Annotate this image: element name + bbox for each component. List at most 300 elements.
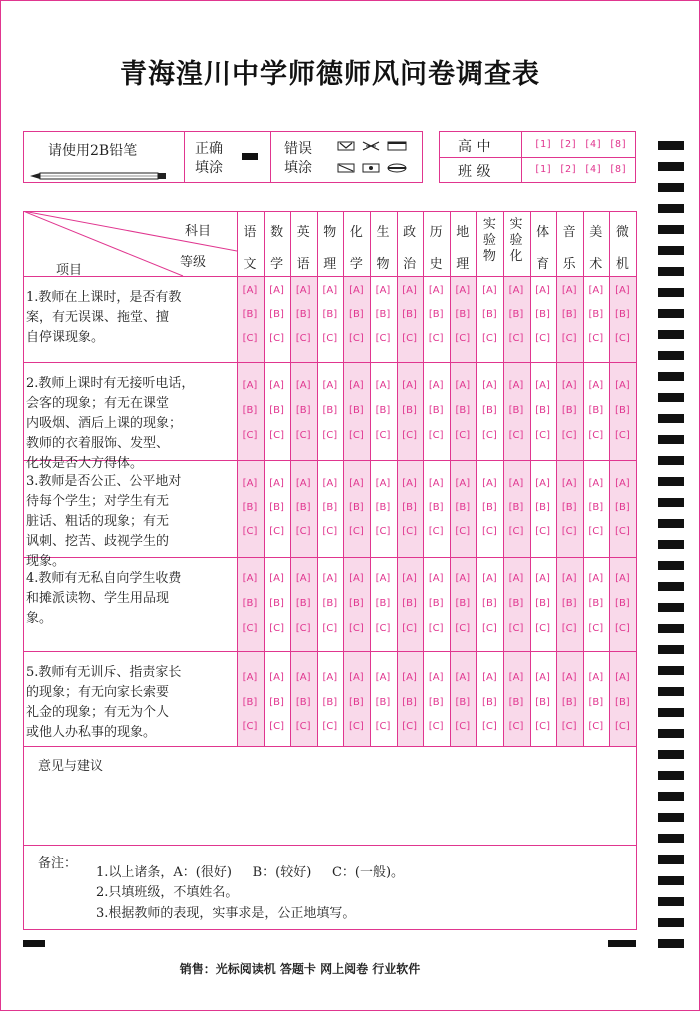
subject-header: 科目	[185, 224, 212, 239]
answer-bubble[interactable]: [A]	[375, 573, 391, 584]
answer-bubble[interactable]: [C]	[455, 333, 471, 344]
answer-bubble[interactable]: [C]	[455, 623, 471, 634]
answer-bubble[interactable]: [C]	[428, 333, 444, 344]
answer-bubble[interactable]: [C]	[348, 721, 364, 732]
answer-bubble[interactable]: [A]	[269, 672, 284, 683]
answer-bubble[interactable]: [A]	[349, 285, 364, 296]
subject-char: 地	[456, 225, 470, 240]
timing-mark	[658, 708, 684, 717]
answer-bubble[interactable]: [A]	[402, 573, 417, 584]
answer-bubble[interactable]: [B]	[295, 598, 311, 609]
answer-bubble[interactable]: [A]	[482, 285, 497, 296]
answer-bubble[interactable]: [B]	[375, 697, 391, 708]
answer-bubble[interactable]: [B]	[615, 309, 630, 320]
item-header: 项目	[56, 263, 83, 278]
subject-header-7	[423, 217, 449, 281]
answer-bubble[interactable]: [B]	[242, 309, 258, 320]
answer-bubble[interactable]: [B]	[615, 697, 630, 708]
pencil-instruction: 请使用2B铅笔	[48, 143, 138, 159]
answer-bubble[interactable]: [C]	[508, 430, 524, 441]
answer-bubble[interactable]: [B]	[375, 598, 391, 609]
answer-bubble[interactable]: [C]	[561, 721, 577, 732]
answer-bubble[interactable]: [A]	[428, 672, 444, 683]
answer-bubble[interactable]: [A]	[588, 285, 604, 296]
row-line	[23, 746, 637, 747]
answer-bubble[interactable]: [A]	[349, 672, 364, 683]
answer-bubble[interactable]: [C]	[535, 526, 550, 537]
answer-bubble[interactable]: [C]	[614, 526, 630, 537]
subject-header-13	[583, 217, 609, 281]
answer-bubble[interactable]: [B]	[615, 405, 630, 416]
timing-mark	[658, 372, 684, 381]
answer-bubble[interactable]: [A]	[615, 573, 630, 584]
answer-bubble[interactable]: [A]	[615, 285, 630, 296]
answer-bubble[interactable]: [B]	[295, 405, 311, 416]
answer-bubble[interactable]: [C]	[561, 623, 577, 634]
subject-char: 学	[270, 257, 284, 272]
answer-bubble[interactable]: [A]	[322, 573, 338, 584]
answer-bubble[interactable]: [A]	[508, 573, 524, 584]
subject-header-6	[397, 217, 423, 281]
answer-bubble[interactable]: [A]	[269, 478, 284, 489]
answer-bubble[interactable]: [A]	[561, 478, 577, 489]
answer-bubble[interactable]: [C]	[322, 526, 338, 537]
answer-bubble[interactable]: [B]	[588, 309, 604, 320]
subject-char: 数	[270, 225, 284, 240]
subject-char: 史	[429, 257, 443, 272]
answer-bubble[interactable]: [C]	[348, 430, 364, 441]
timing-mark	[658, 477, 684, 486]
answer-bubble[interactable]: [A]	[322, 478, 338, 489]
answer-bubble[interactable]: [B]	[295, 309, 311, 320]
answer-bubble[interactable]: [C]	[322, 333, 338, 344]
answer-bubble[interactable]: [A]	[482, 380, 497, 391]
answer-bubble[interactable]: [C]	[535, 430, 550, 441]
answer-bubble[interactable]: [A]	[455, 672, 471, 683]
answer-bubble[interactable]: [C]	[428, 623, 444, 634]
answer-bubble[interactable]: [A]	[295, 478, 311, 489]
answer-bubble[interactable]: [C]	[428, 526, 444, 537]
answer-bubble[interactable]: [C]	[588, 333, 604, 344]
timing-mark	[658, 939, 684, 948]
timing-mark	[658, 414, 684, 423]
answer-bubble[interactable]: [A]	[508, 285, 524, 296]
answer-bubble[interactable]: [A]	[535, 285, 550, 296]
class-option[interactable]: [4]	[584, 164, 603, 175]
answer-bubble[interactable]: [C]	[455, 430, 471, 441]
answer-bubble[interactable]: [A]	[322, 285, 338, 296]
row-line	[23, 362, 637, 363]
answer-bubble[interactable]: [A]	[588, 573, 604, 584]
answer-bubble[interactable]: [B]	[242, 697, 258, 708]
timing-mark	[658, 204, 684, 213]
answer-bubble[interactable]: [B]	[508, 405, 524, 416]
answer-bubble[interactable]: [A]	[561, 285, 577, 296]
answer-bubble[interactable]: [B]	[322, 502, 338, 513]
answer-bubble[interactable]: [C]	[402, 430, 417, 441]
subject-char: 政	[403, 225, 417, 240]
answer-bubble[interactable]: [B]	[588, 598, 604, 609]
answer-bubble[interactable]: [B]	[561, 309, 577, 320]
timing-mark	[658, 141, 684, 150]
answer-bubble[interactable]: [C]	[348, 333, 364, 344]
answer-bubble[interactable]: [A]	[508, 478, 524, 489]
answer-bubble[interactable]: [B]	[242, 598, 258, 609]
answer-bubble[interactable]: [C]	[322, 721, 338, 732]
answer-bubble[interactable]: [A]	[375, 380, 391, 391]
answer-bubble[interactable]: [C]	[295, 430, 311, 441]
answer-bubble[interactable]: [C]	[242, 526, 258, 537]
answer-bubble[interactable]: [C]	[614, 333, 630, 344]
answer-bubble[interactable]: [A]	[242, 285, 258, 296]
answer-bubble[interactable]: [C]	[508, 526, 524, 537]
answer-bubble[interactable]: [B]	[508, 598, 524, 609]
answer-bubble[interactable]: [B]	[455, 405, 471, 416]
answer-bubble[interactable]: [C]	[481, 721, 497, 732]
answer-bubble[interactable]: [C]	[535, 721, 550, 732]
subject-header-10	[503, 217, 529, 265]
answer-bubble[interactable]: [B]	[349, 598, 364, 609]
answer-bubble[interactable]: [A]	[295, 573, 311, 584]
answer-bubble[interactable]: [C]	[614, 623, 630, 634]
answer-bubble[interactable]: [B]	[508, 309, 524, 320]
answer-bubble[interactable]: [C]	[295, 623, 311, 634]
answer-bubble[interactable]: [A]	[322, 380, 338, 391]
answer-bubble[interactable]: [B]	[269, 309, 284, 320]
timing-mark	[658, 330, 684, 339]
answer-bubble[interactable]: [B]	[428, 309, 444, 320]
item-line: 案，有无误课、拖堂、擅	[26, 310, 170, 325]
answer-bubble[interactable]: [B]	[588, 502, 604, 513]
subject-char: 化	[349, 225, 363, 240]
answer-bubble[interactable]: [A]	[535, 672, 550, 683]
subject-char: 体	[536, 225, 550, 240]
timing-mark	[658, 519, 684, 528]
answer-bubble[interactable]: [C]	[535, 623, 550, 634]
answer-bubble[interactable]: [C]	[402, 623, 417, 634]
answer-bubble[interactable]: [B]	[561, 502, 577, 513]
answer-bubble[interactable]: [C]	[455, 721, 471, 732]
answer-bubble[interactable]: [B]	[269, 405, 284, 416]
grade-label: 高 中	[458, 139, 491, 155]
answer-bubble[interactable]: [C]	[481, 430, 497, 441]
answer-bubble[interactable]: [A]	[561, 380, 577, 391]
answer-bubble[interactable]: [A]	[615, 478, 630, 489]
answer-bubble[interactable]: [C]	[375, 623, 391, 634]
answer-bubble[interactable]: [A]	[375, 285, 391, 296]
answer-bubble[interactable]: [C]	[535, 333, 550, 344]
answer-bubble[interactable]: [C]	[588, 526, 604, 537]
subject-char: 化	[509, 249, 523, 264]
answer-bubble[interactable]: [B]	[269, 598, 284, 609]
answer-bubble[interactable]: [B]	[535, 598, 550, 609]
answer-bubble[interactable]: [B]	[455, 697, 471, 708]
answer-bubble[interactable]: [B]	[535, 309, 550, 320]
answer-bubble[interactable]: [A]	[535, 380, 550, 391]
answer-bubble[interactable]: [B]	[455, 598, 471, 609]
answer-bubble[interactable]: [A]	[615, 380, 630, 391]
timing-mark	[658, 813, 684, 822]
answer-bubble[interactable]: [C]	[428, 430, 444, 441]
answer-bubble[interactable]: [A]	[295, 380, 311, 391]
answer-bubble[interactable]: [C]	[348, 623, 364, 634]
answer-bubble[interactable]: [B]	[242, 405, 258, 416]
item-line: 讽刺、挖苦、歧视学生的	[26, 534, 170, 549]
item-line: 3.教师是否公正、公平地对	[26, 474, 182, 489]
answer-bubble[interactable]: [C]	[402, 526, 417, 537]
timing-mark	[658, 246, 684, 255]
answer-bubble[interactable]: [B]	[508, 502, 524, 513]
answer-bubble[interactable]: [C]	[375, 526, 391, 537]
answer-bubble[interactable]: [A]	[508, 672, 524, 683]
notes-label: 备注：	[38, 856, 78, 871]
answer-bubble[interactable]: [B]	[402, 405, 417, 416]
item-line: 脏话、粗话的现象；有无	[26, 514, 170, 529]
answer-bubble[interactable]: [A]	[242, 380, 258, 391]
class-label: 班 级	[458, 164, 491, 180]
answer-bubble[interactable]: [B]	[242, 502, 258, 513]
answer-bubble[interactable]: [A]	[402, 380, 417, 391]
answer-bubble[interactable]: [C]	[481, 526, 497, 537]
timing-mark	[658, 288, 684, 297]
answer-bubble[interactable]: [C]	[508, 333, 524, 344]
answer-bubble[interactable]: [C]	[242, 721, 258, 732]
answer-bubble[interactable]: [C]	[269, 430, 284, 441]
subject-char: 文	[243, 257, 257, 272]
answer-bubble[interactable]: [A]	[269, 573, 284, 584]
subject-char: 实	[482, 217, 496, 232]
answer-bubble[interactable]: [B]	[375, 309, 391, 320]
answer-bubble[interactable]: [A]	[455, 285, 471, 296]
answer-bubble[interactable]: [A]	[349, 478, 364, 489]
answer-bubble[interactable]: [A]	[242, 478, 258, 489]
grade-option[interactable]: [8]	[609, 139, 628, 150]
answer-bubble[interactable]: [A]	[428, 380, 444, 391]
answer-bubble[interactable]: [C]	[295, 721, 311, 732]
answer-bubble[interactable]: [B]	[561, 598, 577, 609]
answer-bubble[interactable]: [B]	[588, 405, 604, 416]
answer-bubble[interactable]: [B]	[482, 405, 497, 416]
answer-bubble[interactable]: [B]	[428, 598, 444, 609]
answer-bubble[interactable]: [C]	[561, 430, 577, 441]
answer-bubble[interactable]: [C]	[402, 333, 417, 344]
answer-bubble[interactable]: [C]	[269, 623, 284, 634]
answer-bubble[interactable]: [A]	[428, 285, 444, 296]
timing-mark	[658, 162, 684, 171]
answer-bubble[interactable]: [B]	[508, 697, 524, 708]
timing-mark	[608, 940, 636, 947]
answer-bubble[interactable]: [B]	[295, 502, 311, 513]
answer-bubble[interactable]: [B]	[588, 697, 604, 708]
answer-bubble[interactable]: [A]	[295, 672, 311, 683]
answer-bubble[interactable]: [A]	[402, 478, 417, 489]
answer-bubble[interactable]: [B]	[349, 502, 364, 513]
answer-bubble[interactable]: [A]	[535, 478, 550, 489]
answer-bubble[interactable]: [B]	[375, 405, 391, 416]
timing-mark	[658, 918, 684, 927]
answer-bubble[interactable]: [C]	[295, 526, 311, 537]
answer-bubble[interactable]: [B]	[615, 502, 630, 513]
answer-bubble[interactable]: [B]	[455, 309, 471, 320]
class-option[interactable]: [2]	[559, 164, 578, 175]
answer-bubble[interactable]: [A]	[428, 478, 444, 489]
answer-bubble[interactable]: [B]	[428, 502, 444, 513]
subject-char: 音	[562, 225, 576, 240]
answer-bubble[interactable]: [B]	[349, 697, 364, 708]
answer-bubble[interactable]: [B]	[535, 405, 550, 416]
subject-char: 实	[509, 217, 523, 232]
grade-option[interactable]: [1]	[534, 139, 553, 150]
answer-bubble[interactable]: [A]	[535, 573, 550, 584]
answer-bubble[interactable]: [B]	[322, 598, 338, 609]
answer-bubble[interactable]: [A]	[242, 672, 258, 683]
answer-bubble[interactable]: [C]	[561, 526, 577, 537]
answer-bubble[interactable]: [C]	[614, 721, 630, 732]
answer-bubble[interactable]: [A]	[402, 672, 417, 683]
answer-bubble[interactable]: [C]	[242, 623, 258, 634]
answer-bubble[interactable]: [C]	[588, 430, 604, 441]
answer-bubble[interactable]: [A]	[428, 573, 444, 584]
answer-bubble[interactable]: [C]	[269, 526, 284, 537]
answer-bubble[interactable]: [B]	[428, 697, 444, 708]
answer-bubble[interactable]: [A]	[561, 573, 577, 584]
answer-bubble[interactable]: [A]	[349, 573, 364, 584]
answer-bubble[interactable]: [B]	[615, 598, 630, 609]
answer-bubble[interactable]: [B]	[349, 405, 364, 416]
answer-bubble[interactable]: [B]	[455, 502, 471, 513]
answer-bubble[interactable]: [B]	[402, 697, 417, 708]
item-line: 待每个学生；对学生有无	[26, 494, 170, 509]
class-option[interactable]: [1]	[534, 164, 553, 175]
answer-bubble[interactable]: [A]	[269, 285, 284, 296]
answer-bubble[interactable]: [C]	[588, 721, 604, 732]
answer-bubble[interactable]: [C]	[588, 623, 604, 634]
answer-bubble[interactable]: [C]	[508, 721, 524, 732]
answer-bubble[interactable]: [B]	[561, 697, 577, 708]
timing-mark	[658, 603, 684, 612]
timing-mark	[658, 435, 684, 444]
subject-header-4	[343, 217, 369, 281]
answer-bubble[interactable]: [C]	[614, 430, 630, 441]
answer-bubble[interactable]: [B]	[322, 405, 338, 416]
answer-bubble[interactable]: [A]	[269, 380, 284, 391]
answer-bubble[interactable]: [B]	[535, 502, 550, 513]
subject-char: 语	[243, 225, 257, 240]
answer-bubble[interactable]: [A]	[375, 478, 391, 489]
grade-option[interactable]: [2]	[559, 139, 578, 150]
answer-bubble[interactable]: [A]	[561, 672, 577, 683]
answer-bubble[interactable]: [A]	[455, 573, 471, 584]
answer-bubble[interactable]: [C]	[322, 430, 338, 441]
answer-bubble[interactable]: [B]	[269, 697, 284, 708]
grade-option[interactable]: [4]	[584, 139, 603, 150]
answer-bubble[interactable]: [A]	[615, 672, 630, 683]
answer-bubble[interactable]: [B]	[295, 697, 311, 708]
answer-bubble[interactable]: [A]	[588, 478, 604, 489]
answer-bubble[interactable]: [C]	[269, 333, 284, 344]
answer-bubble[interactable]: [B]	[482, 598, 497, 609]
answer-bubble[interactable]: [B]	[428, 405, 444, 416]
item-line: 1.教师在上课时，是否有教	[26, 290, 182, 305]
notes-line	[23, 845, 637, 846]
timing-mark	[658, 351, 684, 360]
answer-bubble[interactable]: [B]	[482, 309, 497, 320]
item-line: 象。	[26, 611, 53, 626]
subject-char: 术	[589, 257, 603, 272]
timing-mark	[658, 750, 684, 759]
answer-bubble[interactable]: [C]	[242, 430, 258, 441]
answer-bubble[interactable]: [B]	[349, 309, 364, 320]
answer-bubble[interactable]: [C]	[428, 721, 444, 732]
answer-bubble[interactable]: [A]	[242, 573, 258, 584]
timing-mark	[658, 624, 684, 633]
answer-bubble[interactable]: [A]	[295, 285, 311, 296]
answer-bubble[interactable]: [C]	[375, 721, 391, 732]
answer-bubble[interactable]: [C]	[242, 333, 258, 344]
answer-bubble[interactable]: [A]	[375, 672, 391, 683]
answer-bubble[interactable]: [B]	[482, 502, 497, 513]
subject-header-11	[530, 217, 556, 281]
answer-bubble[interactable]: [A]	[482, 672, 497, 683]
timing-mark	[658, 561, 684, 570]
subject-header-8	[450, 217, 476, 281]
answer-bubble[interactable]: [A]	[482, 573, 497, 584]
answer-bubble[interactable]: [B]	[561, 405, 577, 416]
answer-bubble[interactable]: [B]	[375, 502, 391, 513]
answer-bubble[interactable]: [A]	[482, 478, 497, 489]
answer-bubble[interactable]: [B]	[482, 697, 497, 708]
answer-bubble[interactable]: [C]	[561, 333, 577, 344]
answer-bubble[interactable]: [B]	[322, 697, 338, 708]
answer-bubble[interactable]: [C]	[455, 526, 471, 537]
item-line: 和摊派读物、学生用品现	[26, 591, 170, 606]
answer-bubble[interactable]: [C]	[375, 430, 391, 441]
wrong-fill-label: 错误	[284, 141, 312, 157]
answer-bubble[interactable]: [B]	[322, 309, 338, 320]
answer-bubble[interactable]: [B]	[402, 502, 417, 513]
answer-bubble[interactable]: [A]	[322, 672, 338, 683]
answer-bubble[interactable]: [C]	[295, 333, 311, 344]
item-line: 或他人办私事的现象。	[26, 725, 157, 740]
answer-bubble[interactable]: [C]	[322, 623, 338, 634]
answer-bubble[interactable]: [A]	[455, 380, 471, 391]
item-line: 教师的衣着服饰、发型、	[26, 436, 170, 451]
answer-bubble[interactable]: [C]	[348, 526, 364, 537]
answer-bubble[interactable]: [C]	[481, 623, 497, 634]
answer-bubble[interactable]: [C]	[508, 623, 524, 634]
answer-bubble[interactable]: [C]	[402, 721, 417, 732]
answer-bubble[interactable]: [B]	[402, 309, 417, 320]
class-option[interactable]: [8]	[609, 164, 628, 175]
answer-bubble[interactable]: [C]	[269, 721, 284, 732]
answer-bubble[interactable]: [B]	[535, 697, 550, 708]
answer-bubble[interactable]: [B]	[269, 502, 284, 513]
timing-mark	[658, 897, 684, 906]
answer-bubble[interactable]: [A]	[349, 380, 364, 391]
answer-bubble[interactable]: [A]	[402, 285, 417, 296]
answer-bubble[interactable]: [C]	[481, 333, 497, 344]
page-title: 青海湟川中学师德师风问卷调查表	[120, 59, 540, 90]
answer-bubble[interactable]: [A]	[455, 478, 471, 489]
subject-header-5	[370, 217, 396, 281]
answer-bubble[interactable]: [C]	[375, 333, 391, 344]
timing-mark	[658, 225, 684, 234]
answer-bubble[interactable]: [A]	[508, 380, 524, 391]
timing-mark	[658, 498, 684, 507]
answer-bubble[interactable]: [B]	[402, 598, 417, 609]
answer-bubble[interactable]: [A]	[588, 672, 604, 683]
answer-bubble[interactable]: [A]	[588, 380, 604, 391]
